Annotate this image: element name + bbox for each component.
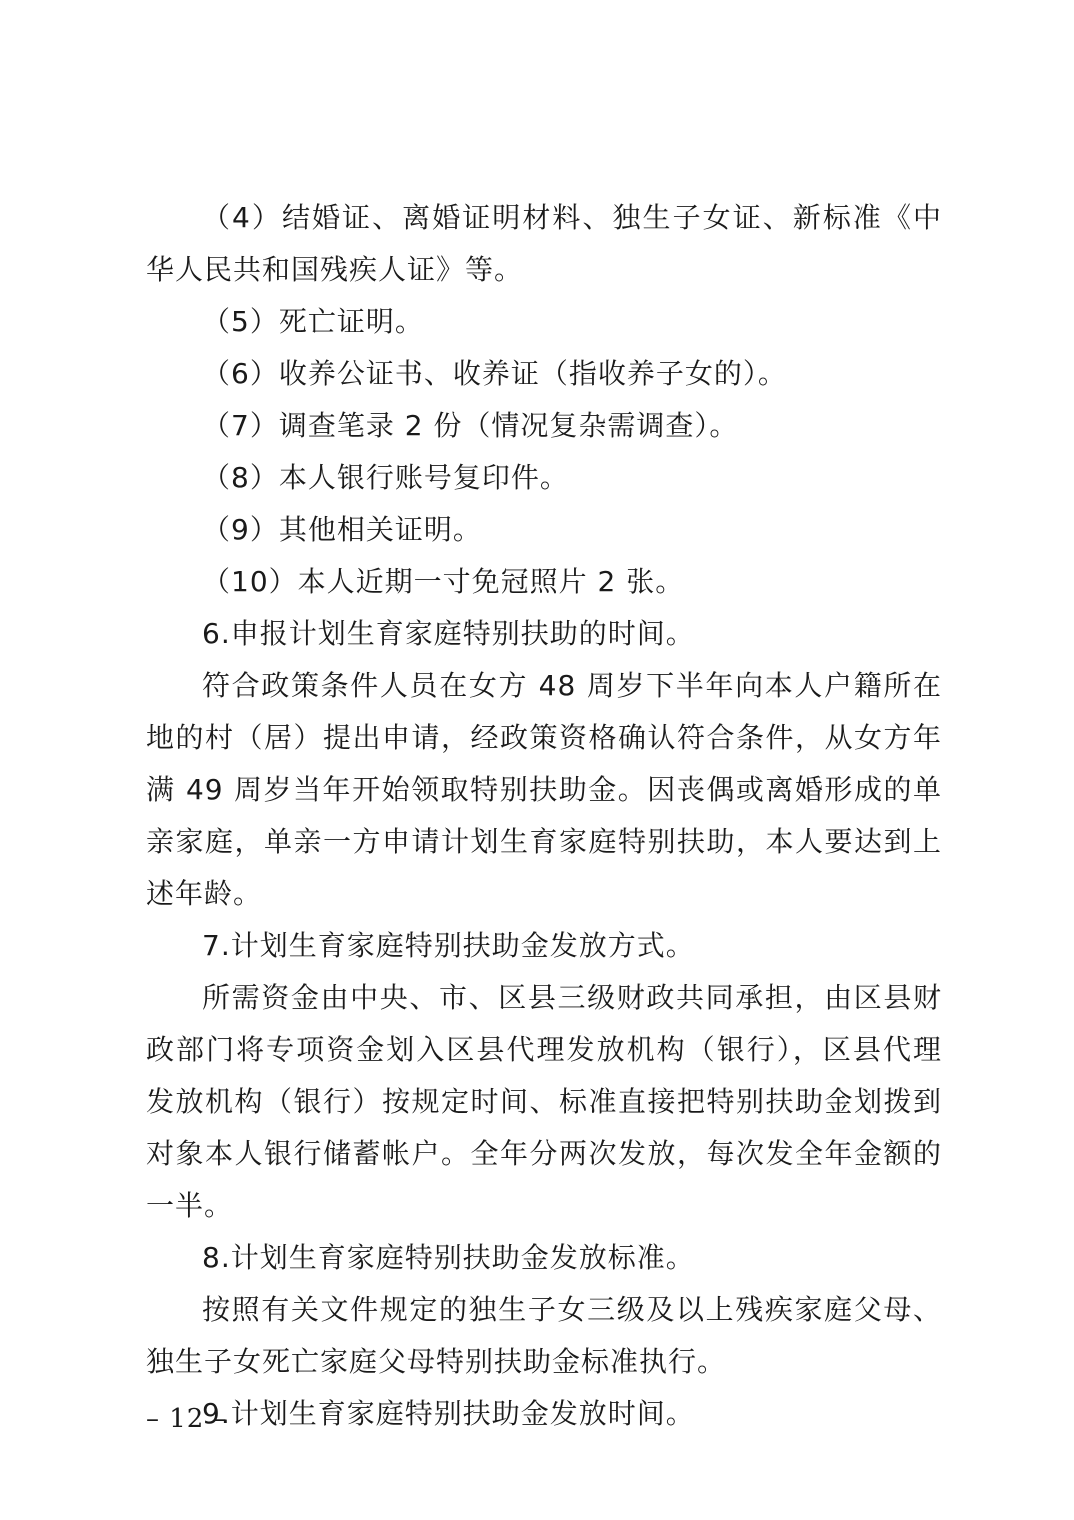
paragraph: 所需资金由中央、市、区县三级财政共同承担，由区县财政部门将专项资金划入区县代理发放机构（银行），区县代理发放机构（银行）按规定时间、标准直接把特别扶助金划拨到对象本人银行储蓄帐户。全年分两次发放，每次发全年金额的一半。	[146, 981, 942, 1222]
page-number: – 12 –	[146, 1404, 228, 1434]
paragraph: （9）其他相关证明。	[202, 513, 482, 546]
paragraph: （10）本人近期一寸免冠照片 2 张。	[202, 565, 685, 598]
paragraph: （7）调查笔录 2 份（情况复杂需调查）。	[202, 409, 739, 442]
paragraph: （4）结婚证、离婚证明材料、独生子女证、新标准《中华人民共和国残疾人证》等。	[146, 201, 942, 286]
section-heading: 9.计划生育家庭特别扶助金发放时间。	[202, 1397, 695, 1430]
paragraph: 按照有关文件规定的独生子女三级及以上残疾家庭父母、独生子女死亡家庭父母特别扶助金标准执行。	[146, 1293, 942, 1378]
section-heading: 7.计划生育家庭特别扶助金发放方式。	[202, 929, 695, 962]
section-heading: 8.计划生育家庭特别扶助金发放标准。	[202, 1241, 695, 1274]
paragraph: （6）收养公证书、收养证（指收养子女的）。	[202, 357, 787, 390]
paragraph: （8）本人银行账号复印件。	[202, 461, 569, 494]
section-heading: 6.申报计划生育家庭特别扶助的时间。	[202, 617, 695, 650]
paragraph: 符合政策条件人员在女方 48 周岁下半年向本人户籍所在地的村（居）提出申请，经政策资格确认符合条件，从女方年满 49 周岁当年开始领取特别扶助金。因丧偶或离婚形成的单亲家庭，单亲一方申请计划生育家庭特别扶助，本人要达到上述年龄。	[146, 669, 942, 910]
body-text	[146, 192, 942, 1440]
paragraph: （5）死亡证明。	[202, 305, 424, 338]
